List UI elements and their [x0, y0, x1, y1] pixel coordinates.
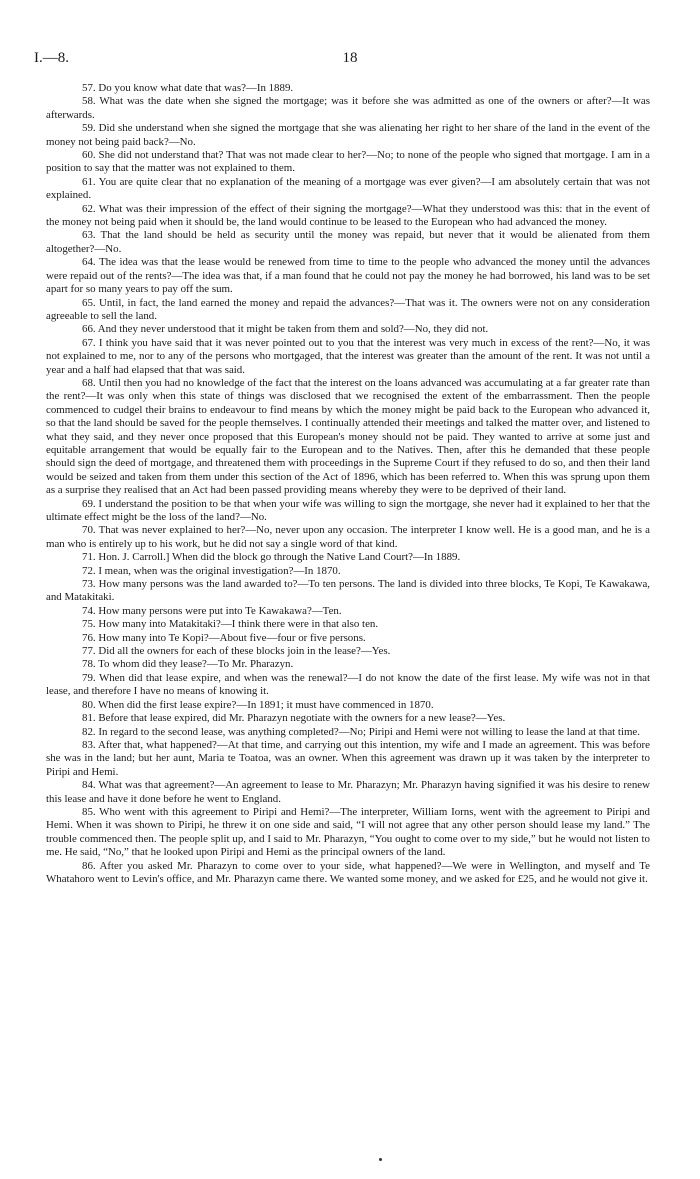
- paragraph-67: 67. I think you have said that it was never pointed out to you that the interest was very much in excess of the rent?—No, it was not explained to me, nor to any of the persons who mortgaged, that the interest was greater than the amount of the rent. It was not until a year and a half had elapsed that that was said.: [46, 336, 650, 376]
- paragraph-70: 70. That was never explained to her?—No, never upon any occasion. The interpreter I know well. He is a good man, and he is a man who is entirely up to his work, but he did not say a single word of that kind.: [46, 524, 650, 550]
- page-number: 18: [342, 50, 358, 66]
- paragraph-85: 85. Who went with this agreement to Piripi and Hemi?—The interpreter, William Iorns, went with the agreement to Piripi and Hemi. When it was shown to Piripi, he threw it on one side and said, “I will not agree that any other person should lease my land.” The trouble commenced then. The people split up, and I said to Mr. Pharazyn, “You ought to come over to my side,” but he would not listen to me. He said, “No,” that he looked upon Piripi and Hemi as the principal owners of the land.: [46, 805, 650, 859]
- paragraph-71: 71. Hon. J. Carroll.] When did the block go through the Native Land Court?—In 1889.: [82, 551, 461, 564]
- paragraph-77: 77. Did all the owners for each of these blocks join in the lease?—Yes.: [82, 645, 391, 658]
- paragraph-63: 63. That the land should be held as security until the money was repaid, but never that it would be alienated from them altogether?—No.: [46, 229, 650, 255]
- paragraph-83: 83. After that, what happened?—At that time, and carrying out this intention, my wife and I made an agreement. This was before she was in the land; but her aunt, Maria te Toatoa, was an owner. When this agreement was drawn up it was taken by the interpreter to Piripi and Hemi.: [46, 738, 650, 778]
- paragraph-59: 59. Did she understand when she signed the mortgage that she was alienating her right to her share of the land in the event of the money not being paid back?—No.: [46, 122, 650, 148]
- paragraph-58: 58. What was the date when she signed the mortgage; was it before she was admitted as one of the owners or after?—It was afterwards.: [46, 95, 650, 121]
- paragraph-72: 72. I mean, when was the original investigation?—In 1870.: [82, 564, 341, 577]
- paragraph-74: 74. How many persons were put into Te Kawakawa?—Ten.: [82, 604, 342, 617]
- paragraph-65: 65. Until, in fact, the land earned the money and repaid the advances?—That was it. The owners were not on any consideration agreeable to sell the land.: [46, 296, 650, 322]
- paragraph-81: 81. Before that lease expired, did Mr. Pharazyn negotiate with the owners for a new lease?—Yes.: [82, 712, 506, 725]
- paragraph-60: 60. She did not understand that? That was not made clear to her?—No; to none of the people who signed that mortgage. I am in a position to say that the matter was not explained to them.: [46, 149, 650, 175]
- page-header: [34, 50, 666, 74]
- document-reference: I.—8.: [34, 50, 69, 66]
- paragraph-73: 73. How many persons was the land awarded to?—To ten persons. The land is divided into three blocks, Te Kopi, Te Kawakawa, and Matakitaki.: [46, 578, 650, 604]
- paragraph-84: 84. What was that agreement?—An agreement to lease to Mr. Pharazyn; Mr. Pharazyn having signified it was his desire to renew this lease and have it done before he went to England.: [46, 779, 650, 805]
- document-body: [46, 82, 650, 886]
- paragraph-75: 75. How many into Matakitaki?—I think there were in that also ten.: [82, 618, 379, 631]
- paragraph-86: 86. After you asked Mr. Pharazyn to come over to your side, what happened?—We were in Wellington, and myself and Te Whatahoro went to Levin's office, and Mr. Pharazyn came there. We wanted some money, and we asked for £25, and he would not give it.: [46, 859, 650, 885]
- paragraph-80: 80. When did the first lease expire?—In 1891; it must have commenced in 1870.: [82, 698, 434, 711]
- paragraph-69: 69. I understand the position to be that when your wife was willing to sign the mortgage, she never had it explained to her that the ultimate effect might be the loss of the land?—No.: [46, 497, 650, 523]
- paragraph-62: 62. What was their impression of the effect of their signing the mortgage?—What they understood was this: that in the event of the money not being paid when it should be, the land would continue to be leased to the European who had advanced the money.: [46, 202, 650, 229]
- paragraph-57: 57. Do you know what date that was?—In 1889.: [82, 82, 294, 94]
- paragraph-76: 76. How many into Te Kopi?—About five—four or five persons.: [82, 631, 366, 644]
- paragraph-82: 82. In regard to the second lease, was anything completed?—No; Piripi and Hemi were not willing to lease the land at that time.: [82, 725, 640, 738]
- paragraph-64: 64. The idea was that the lease would be renewed from time to time to the people who advanced the money until the advances were repaid out of the rents?—The idea was that, if a man found that he could not pay the money he had borrowed, his land was to be set apart for so many years to pay off the sum.: [46, 256, 650, 296]
- page-mark: [379, 1158, 382, 1161]
- paragraph-68: 68. Until then you had no knowledge of the fact that the interest on the loans advanced was accumulating at a far greater rate than the rent?—It was only when this state of things was disclosed that we recognised the extent of the embarrassment. Then the people commenced to cudgel their brains to endeavour to find means by which the money might be paid back to the European who advanced it, so that the land should be saved for the people themselves. I continually attended their meetings and talked the matter over, and listened to what they said, and they never once proposed that this European's money should not be paid. They wanted to arrive at some just and equitable arrangement that would be equally fair to the European and to the Natives. Then, after this he demanded that these people should sign the deed of mortgage, and threatened them with proceedings in the Supreme Court if they refused to do so, and then their land would be seized and taken from them under this section of the Act of 1896, which has been referred to. When this was sprung upon them as a surprise they realised that an Act had been passed providing means whereby they were to be deprived of their land.: [46, 376, 650, 497]
- paragraph-66: 66. And they never understood that it might be taken from them and sold?—No, they did not.: [82, 323, 489, 336]
- paragraph-79: 79. When did that lease expire, and when was the renewal?—I do not know the date of the first lease. My wife was not in that lease, and therefore I have no means of knowing it.: [46, 671, 650, 698]
- paragraph-61: 61. You are quite clear that no explanation of the meaning of a mortgage was ever given?—I am absolutely certain that was not explained.: [46, 175, 650, 202]
- paragraph-78: 78. To whom did they lease?—To Mr. Pharazyn.: [82, 658, 294, 671]
